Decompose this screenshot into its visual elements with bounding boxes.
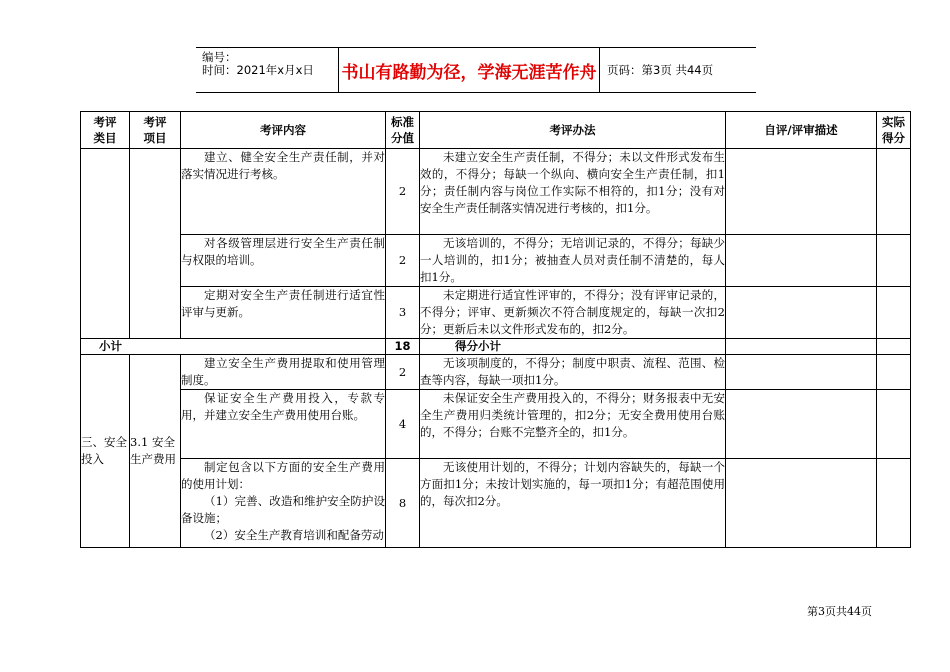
col-method: 考评办法 [420,112,726,149]
subtotal-score: 18 [386,339,420,355]
actual-score-cell [877,355,911,390]
content-line: （2）安全生产教育培训和配备劳动 [204,528,384,542]
header-meta [196,48,339,92]
content-line: 制定包含以下方面的安全生产费用的使用计划： [181,460,385,491]
page-footer: 第3页共44页 [807,605,872,618]
content-cell: 保证安全生产费用投入，专款专用，并建立安全生产费用使用台账。 [181,390,386,459]
content-cell: 建立安全生产费用提取和使用管理制度。 [181,355,386,390]
col-item: 考评 项目 [130,112,181,149]
col-actual-score: 实际 得分 [877,112,911,149]
header-page-label: 页码：第3页 共44页 [607,63,714,77]
self-review-cell [726,287,877,339]
content-cell [181,459,386,548]
col-self-review: 自评/评审描述 [726,112,877,149]
actual-score-cell [877,459,911,548]
self-review-cell [726,355,877,390]
subtotal-row [81,339,911,355]
table-header-row [81,112,911,149]
self-review-cell [726,390,877,459]
method-cell: 未保证安全生产费用投入的，不得分；财务报表中无安全生产费用归类统计管理的，扣2分；无安全费用使用台账的，不得分；台账不完整齐全的，扣1分。 [420,390,726,459]
score-cell: 8 [386,459,420,548]
number-label: 编号： [202,50,237,64]
method-cell: 无该项制度的，不得分；制度中职责、流程、范围、检查等内容，每缺一项扣1分。 [420,355,726,390]
table-row [81,355,911,390]
actual-score-cell [877,390,911,459]
category-cell [81,149,130,339]
method-cell: 未建立安全生产责任制，不得分；未以文件形式发布生效的，不得分；每缺一个纵向、横向安全生产责任制，扣1分；责任制内容与岗位工作实际不相符的，扣1分；没有对安全生产责任制落实情况进行考核的，扣1分。 [420,149,726,235]
col-content: 考评内容 [181,112,386,149]
actual-score-cell [877,235,911,287]
self-review-cell [726,235,877,287]
actual-score-cell [877,287,911,339]
method-cell: 未定期进行适宜性评审的，不得分；没有评审记录的，不得分；评审、更新频次不符合制度规定的，每缺一次扣2分；更新后未以文件形式发布的，扣2分。 [420,287,726,339]
table-row [81,390,911,459]
actual-score-cell [877,149,911,235]
item-cell [130,149,181,339]
header-slogan: 书山有路勤为径，学海无涯苦作舟 [339,48,600,92]
content-line: （1）完善、改造和维护安全防护设备设施； [181,494,385,525]
table-row [81,287,911,339]
col-score: 标准 分值 [386,112,420,149]
score-cell: 4 [386,390,420,459]
method-cell: 无该培训的，不得分；无培训记录的，不得分；每缺少一人培训的，扣1分；被抽查人员对责任制不清楚的，每人扣1分。 [420,235,726,287]
score-cell: 3 [386,287,420,339]
self-review-cell [726,149,877,235]
self-review-cell [726,459,877,548]
content-cell: 建立、健全安全生产责任制，并对落实情况进行考核。 [181,149,386,235]
self-review-cell [726,339,877,355]
score-cell: 2 [386,149,420,235]
evaluation-table [80,111,911,548]
subtotal-method: 得分小计 [420,339,726,355]
score-cell: 2 [386,355,420,390]
content-cell: 对各级管理层进行安全生产责任制与权限的培训。 [181,235,386,287]
table-row [81,459,911,548]
actual-score-cell [877,339,911,355]
table-row [81,235,911,287]
col-category: 考评 类目 [81,112,130,149]
time-label: 时间：2021年x月x日 [202,63,314,77]
method-cell: 无该使用计划的，不得分；计划内容缺失的，每缺一个方面扣1分；未按计划实施的，每一项扣1分；有超范围使用的，每次扣2分。 [420,459,726,548]
category-cell: 三、安全投入 [81,355,130,548]
subtotal-label: 小计 [81,339,386,355]
table-row [81,149,911,235]
item-cell: 3.1 安全生产费用 [130,355,181,548]
content-cell: 定期对安全生产责任制进行适宜性评审与更新。 [181,287,386,339]
score-cell: 2 [386,235,420,287]
document-header [196,47,756,93]
